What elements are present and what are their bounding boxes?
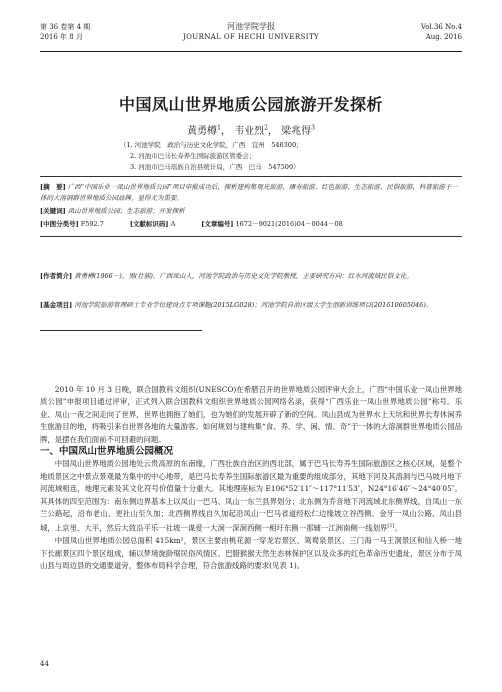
author-sup: 2 (264, 124, 268, 132)
doc-code-label: [文献标识码] (129, 220, 169, 228)
journal-title-cn: 河池学院学报 (227, 22, 275, 31)
page-number: 44 (40, 660, 49, 668)
author-sup: 1 (217, 124, 221, 132)
body-paragraph (40, 458, 462, 535)
funding-block (40, 300, 462, 311)
paper-title: 中国凤山世界地质公园旅游开发探析 (118, 95, 383, 114)
section-heading: 一、中国凤山世界地质公园概况 (40, 446, 174, 458)
author-name: 梁兆得 (281, 126, 312, 137)
volume-issue: 第 36 卷第 4 期 (40, 23, 91, 31)
clc-value: F592.7 (80, 220, 104, 228)
paragraph-text: 中国凤山世界地质公园地处云贵高原的东南缘，广西壮族自治区的西北部，属于巴马长寿养生国际旅游区之核心区域，是整个地质景区之中景点景观最为集中的中心地带，是巴马长寿养生国际旅游区最为重要的组成部分，其地下河及其溶洞与巴马坡月地下河流域相连，地理元素及其文化符号价值量十分重大。其地理座标为 E106°52′11″～117°11′53″，N24°16′46″～24°40′05″。其具体的四至范围为：南东侧边界基本上以凤山一巴马、凤山一东兰县界划分；北东侧为乔音地下河流域北东侧界线，自凤山一东兰公路起，沿布老山、更社山至久加；北西侧界线自久加起沿凤山一巴马省道经松仁边缘坡立谷西侧、金牙一凤山公路、凤山县城，上京里、大平，然后大致沿平乐一社坡一谋爱一大洞一深洞西侧一相圩东侧一那辅一江洲南侧一线划界 (40, 459, 462, 533)
author-sup: 3 (311, 124, 315, 132)
affiliation-line: 2. 河池市巴马长寿养生国际旅游区管委会； (130, 152, 256, 160)
classification-block (40, 219, 462, 230)
journal-title-en: JOURNAL OF HECHI UNIVERSITY (182, 33, 320, 41)
issue-date: 2016 年 8 月 (40, 33, 83, 41)
article-id-value: 1672－9021(2016)04－0044－08 (235, 220, 343, 228)
author-intro-text: 黄勇樽(1966－)，男(壮族)，广西凤山人，河池学院政治与历史文化学院教授，主要研究方向：红水河流域民俗文化。 (74, 272, 413, 280)
doc-code-value: A (170, 220, 176, 228)
abstract-block (40, 182, 462, 204)
abstract-top-rule (40, 176, 462, 177)
abstract-label: [摘 要] (40, 183, 66, 191)
footnote-rule (40, 330, 202, 331)
affiliations (120, 140, 303, 173)
citation-ref: [1] (387, 523, 395, 530)
paragraph-end: 。 (394, 523, 402, 533)
abstract-text: 广西“中国乐业一凤山世界地质公园”项目申报成功后，探析建构集观光旅游、康寿旅游、红色旅游、生态旅游、民俗旅游、科普旅游于一体的大溶洞群世界地质公园品牌，显得尤为重要。 (40, 183, 458, 202)
volume-info-en (421, 22, 462, 42)
journal-name (40, 22, 462, 42)
affiliation-line: （1. 河池学院 政治与历史文化学院，广西 宜州 546300； (120, 141, 303, 149)
issue-date-en: Aug. 2016 (425, 33, 462, 41)
funding-text: 河池学院旅游管理硕士专业学位建设点专项课题(2015LG028)；河池学院自治区级大学生创新训练项目(201610605046)。 (74, 301, 433, 309)
article-body (40, 384, 462, 573)
author-intro-block (40, 271, 462, 282)
keywords-block (40, 206, 462, 217)
author-intro-label: [作者简介] (40, 272, 73, 280)
volume-issue-en: Vol.36 No.4 (420, 23, 462, 31)
abstract-bottom-rule (40, 236, 462, 237)
affiliation-line: 3. 河池市巴马瑶族自治县统计局，广西 巴马 547500） (130, 163, 300, 171)
article-id-label: [文章编号] (201, 220, 234, 228)
author-list: 黄勇樽$^1$， 韦业烈$^2$， 梁兆得$^3$ (187, 124, 315, 137)
header-rule (40, 51, 462, 52)
clc-label: [中图分类号] (40, 220, 79, 228)
author-name: 韦业烈 (234, 126, 265, 137)
author-name: 黄勇樽 (187, 126, 218, 137)
keywords-label: [关键词] (40, 207, 66, 215)
body-paragraph: 中国凤山世界地质公园总面积 415km²，景区主要由桃花源一穿龙岩景区、鸳鸯泉景区、三门海一马王洞景区和仙人桥一地下长廊景区四个景区组成，辅以梦境旋龄琚民俗风情区、巴腊猴猴天然生态林保护区以及众多的红色革命历史遗址，景区分布于凤山县与周边县的交通要道旁，整体布局科学合理，符合旅游线路的要求(见表 1)。 (40, 536, 462, 571)
keywords-text: 凤山世界地质公园；生态旅游；开发探析 (67, 207, 185, 215)
funding-label: [基金项目] (40, 301, 73, 309)
intro-paragraph: 2010 年 10 月 3 日晚，联合国教科文组织(UNESCO)在希腊召开的世界地质公园评审大会上，广西“中国乐业一凤山世界地质公园”申报项目通过评审，正式列入联合国教科文组织世界地质公园网络名录，获得“广西乐业一凤山世界地质公园”称号。乐业、凤山一夜之间走向了世界，世界也拥抱了她们，也为她们的发展开辟了新的空间。凤山县成为世界水上天坑和世界长寿休闲养生旅游目的地，将吸引来自世界各地的大量游客。如何规划与建构集“食、养、学、闲、情、奇”于一体的大溶洞群世界地质公园品牌，是摆在我们面前不可回避的问题。 (40, 385, 462, 444)
running-header (40, 22, 462, 50)
